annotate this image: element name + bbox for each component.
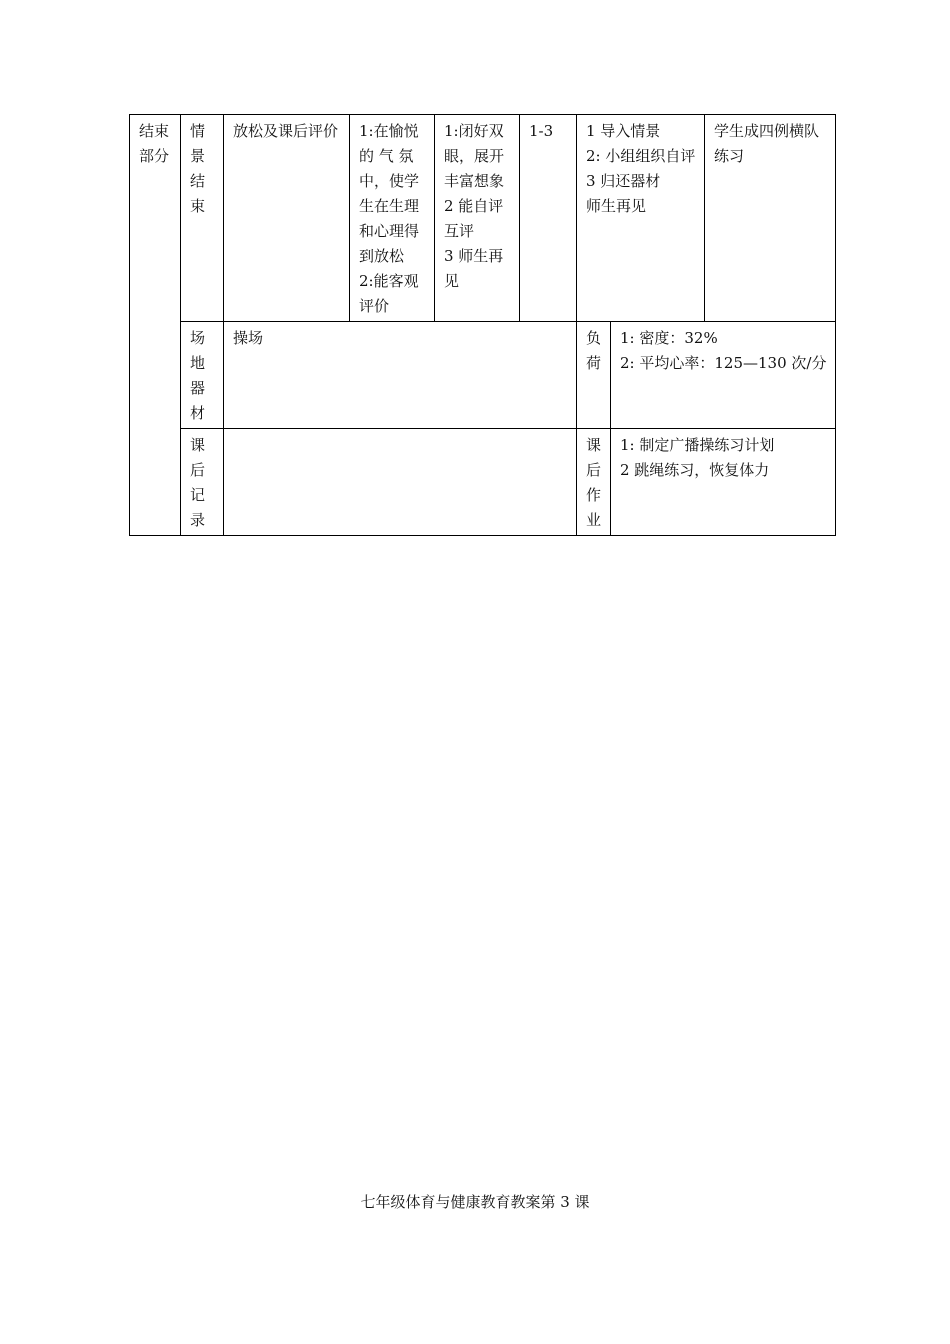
- venue-value: 操场: [233, 329, 264, 347]
- homework-label-cell: [577, 429, 611, 536]
- goal-text: 1:在愉悦的 气 氛中，使学生在生理和心理得到放松 2:能客观评价: [359, 122, 420, 315]
- table-row-notes: [130, 429, 836, 536]
- lesson-plan-table: [129, 114, 836, 536]
- section-part-label: 结束 部分: [139, 122, 170, 165]
- time-text: 1-3: [529, 122, 554, 140]
- time-cell: [520, 115, 577, 322]
- venue-label-cell: [181, 322, 224, 429]
- homework-label: 课 后 作 业: [586, 436, 602, 529]
- load-label: 负 荷: [586, 329, 602, 372]
- load-value-cell: [611, 322, 836, 429]
- venue-label: 场 地 器 材: [190, 329, 206, 422]
- load-label-cell: [577, 322, 611, 429]
- notes-label-cell: [181, 429, 224, 536]
- notes-label: 课 后 记 录: [190, 436, 206, 529]
- scene-cell: [181, 115, 224, 322]
- organization-cell: [577, 115, 705, 322]
- formation-text: 学生成四例横队练习: [714, 122, 820, 165]
- footer-title: 七年级体育与健康教育教案第 3 课: [360, 1193, 590, 1211]
- load-value: 1: 密度：32% 2: 平均心率：125—130 次/分: [620, 329, 827, 372]
- notes-value-cell: [224, 429, 577, 536]
- venue-value-cell: [224, 322, 577, 429]
- homework-value: 1: 制定广播操练习计划 2 跳绳练习，恢复体力: [620, 436, 775, 479]
- formation-cell: [705, 115, 836, 322]
- section-part-cell: [130, 115, 181, 536]
- requirement-text: 1:闭好双眼，展开丰富想象 2 能自评互评 3 师生再见: [444, 122, 505, 290]
- content-text: 放松及课后评价: [233, 122, 339, 140]
- table-row-venue: [130, 322, 836, 429]
- homework-value-cell: [611, 429, 836, 536]
- scene-label: 情 景 结 束: [190, 122, 206, 215]
- goal-cell: [350, 115, 435, 322]
- requirement-cell: [435, 115, 520, 322]
- table-row-ending: [130, 115, 836, 322]
- content-cell: [224, 115, 350, 322]
- organization-text: 1 导入情景 2: 小组组织自评 3 归还器材 师生再见: [586, 122, 696, 215]
